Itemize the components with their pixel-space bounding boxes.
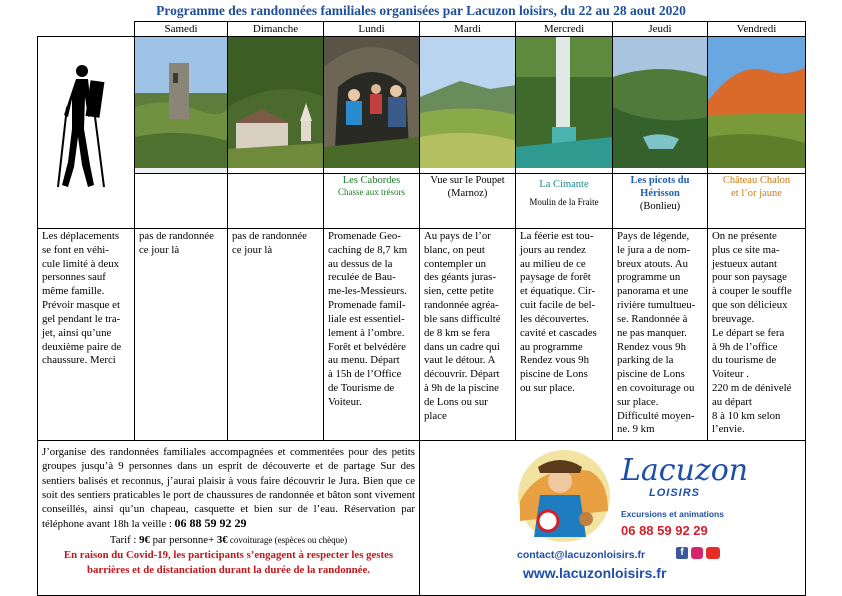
description-line: Prévoir masque et [42,299,120,312]
caption-mercredi-sub: Moulin de la Fraite [529,197,599,208]
description-line: Difficulté moyen- [617,409,695,422]
description-line: vaut le détour. A [424,354,496,367]
tarif-line [42,533,415,547]
description-line: jestueux autant [712,257,778,270]
caption-samedi [135,174,228,229]
description-line: Au pays de l’or [424,230,491,242]
caption-vendredi-sub: et l’or jaune [731,188,782,200]
caption-jeudi [613,174,708,229]
description-line: même famille. [42,285,105,298]
description-line: randonnée agréa- [424,299,499,312]
desc-dimanche [228,229,324,441]
caption-mercredi [516,174,613,229]
photo-row [38,37,806,174]
brand-tagline: Excursions et animations [621,509,724,519]
photo-lundi [324,37,420,174]
description-line: ne. 9 km [617,423,655,436]
caption-mercredi-title: La Cimante [539,179,589,190]
description-line: sien, cette petite [424,285,494,298]
programme-table [37,21,806,596]
caption-jeudi-title: Les picots du Hérisson [630,175,690,200]
description-line: 220 m de dénivelé [712,381,792,394]
description-line: du tourisme de [712,354,777,367]
intro-phone: 06 88 59 92 29 [174,516,247,531]
tarif-mid: par personne+ [149,534,217,547]
caption-lundi [324,174,420,229]
logo-website[interactable]: www.lacuzonloisirs.fr [523,565,667,581]
day-mercredi: Mercredi [516,22,613,37]
caption-dimanche [228,174,324,229]
caption-vendredi [708,174,806,229]
day-lundi: Lundi [324,22,420,37]
day-vendredi: Vendredi [708,22,806,37]
tarif-carpool: 3€ [216,534,228,547]
bottom-row [38,441,806,596]
description-line: piscine de Lons [617,368,685,381]
description-line: reculée de Bau- [328,271,396,284]
description-line: panorama et une [617,285,689,298]
description-line: au menu. Départ [328,354,400,367]
description-line: ne pas manquer. [617,326,687,339]
desc-vendredi [708,229,806,441]
description-line: On ne présente [712,230,777,242]
description-line: cuit facile de bel- [520,299,596,312]
caption-row [38,174,806,229]
description-line: personnes sauf [42,271,106,284]
desc-mercredi [516,229,613,441]
description-line: La féerie est tou- [520,230,594,242]
description-line: blanc, on peut [424,243,485,256]
description-line: rivière tumultueu- [617,299,696,312]
logo-block [420,441,806,596]
description-line: Voiteur. [328,395,362,408]
header-empty [38,22,135,37]
description-line: ble sans difficulté [424,312,501,325]
description-line: des géants juras- [424,271,496,284]
caption-vendredi-title: Château Chalon [722,175,791,186]
description-line: se. Randonnée à [617,312,688,325]
desc-mardi [420,229,516,441]
caption-mardi-sub: (Marnoz) [447,188,488,200]
day-samedi: Samedi [135,22,228,37]
description-line: 8 à 10 km selon [712,409,781,422]
description-line: à couper le souffle [712,285,792,298]
photo-mardi [420,37,516,174]
description-line: au milieu de ce [520,257,586,270]
description-line: dans un cadre qui [424,340,500,353]
description-line: Pays de légende, [617,230,690,242]
description-line: deuxième paire de [42,340,122,353]
logo-email[interactable]: contact@lacuzonloisirs.fr [517,549,646,561]
description-line: place [424,409,447,422]
intro-block [38,441,420,596]
description-line: ou sur place. [520,381,575,394]
description-line: Forêt et belvédère [328,340,406,353]
caption-jeudi-sub: (Bonlieu) [639,201,681,213]
description-line: ce jour là [232,243,273,256]
description-line: de Lons ou sur [424,395,488,408]
description-line: Voiteur . [712,368,749,381]
description-line: jours au rendez [520,243,586,256]
description-line: au dessus de la [328,257,393,270]
description-line: à 15h de l’Office [328,368,402,381]
hiker-icon [38,37,135,223]
description-line: paysage de forêt [520,271,591,284]
logo-phone: 06 88 59 92 29 [621,523,708,538]
description-line: pas de randonnée [139,230,214,242]
header-row [38,22,806,37]
description-line: Les déplacements [42,230,120,242]
description-line: les découvertes. [520,312,589,325]
description-line: Promenade famil- [328,299,406,312]
desc-lundi [324,229,420,441]
desc-info [38,229,135,441]
description-line: pas de randonnée [232,230,307,242]
description-line: que son délicieux [712,299,788,312]
tarif-prefix: Tarif : [109,534,140,547]
caption-mardi-title: Vue sur le Poupet [430,175,505,186]
description-line: le jura a de nom- [617,243,691,256]
hiker-cell [38,37,135,229]
description-line: me-les-Messieurs. [328,285,407,298]
description-line: gel pendant le tra- [42,312,121,325]
description-line: sur place. [617,395,659,408]
desc-samedi [135,229,228,441]
brand-name: Lacuzon [621,453,749,488]
description-line: au départ [712,395,752,408]
description-line: en covoiturage ou [617,381,695,394]
description-line: caching de 8,7 km [328,243,408,256]
covid-notice: En raison du Covid-19, les participants s’engagent à respecter les gestes barrières et de distanciation durant la durée de la randonnée. [63,549,394,576]
description-line: Le départ se fera [712,326,785,339]
caption-mardi [420,174,516,229]
description-line: à 9h de l’office [712,340,778,353]
photo-dimanche [228,37,324,174]
description-line: Promenade Geo- [328,230,401,242]
description-line: breuvage. [712,312,755,325]
description-line: breux atouts. Au [617,257,689,270]
instagram-icon[interactable] [691,547,703,559]
description-line: découvrir. Départ [424,368,500,381]
intro-paragraph: J’organise des randonnées familiales accompagnées et commentées pour des petits groupes jusqu’à 9 personnes dans un esprit de découverte et de partage Sur des sentiers balisés et reconnus, j’aurai plaisir à vous faire découvrir le Jura. Bien que ce soit des sentiers praticables le port de chaussures de randonnée et bâton sont vivement conseillés, ainsi qu’un chapeau, casquette et bien sur de l’eau. Réservation par téléphone avant 18h la veille : [42,446,415,531]
day-jeudi: Jeudi [613,22,708,37]
description-line: Rendez vous 9h [617,340,686,353]
description-line: à 9h de la piscine [424,381,499,394]
description-line: cavité et cascades [520,326,597,339]
photo-vendredi [708,37,806,174]
description-line: l’envie. [712,423,745,436]
description-line: au programme [520,340,583,353]
day-mardi: Mardi [420,22,516,37]
description-line: se font en véhi- [42,243,109,256]
brand-sub: LOISIRS [649,487,701,499]
description-line: lement à l’ombre. [328,326,405,339]
description-line: programme un [617,271,681,284]
youtube-icon[interactable] [706,547,720,559]
description-line: liale est essentiel- [328,312,405,325]
description-line: de Tourisme de [328,381,395,394]
page-title: Programme des randonnées familiales organisées par Lacuzon loisirs, du 22 au 28 aout 2020 [156,3,686,18]
description-line: jet, ainsi qu’une [42,326,112,339]
description-line: contempler un [424,257,487,270]
facebook-icon[interactable]: f [676,547,688,559]
description-line: piscine de Lons [520,368,588,381]
day-dimanche: Dimanche [228,22,324,37]
description-line: plus ce site ma- [712,243,780,256]
description-line: et équatique. Cir- [520,285,596,298]
description-line: parking de la [617,354,674,367]
caption-lundi-sub: Chasse aux trésors [338,187,405,198]
description-line: de 8 km se fera [424,326,490,339]
photo-mercredi [516,37,613,174]
photo-samedi [135,37,228,174]
description-line: Rendez vous 9h [520,354,589,367]
tarif-price: 9€ [139,534,150,547]
social-icons [676,547,720,559]
description-row [38,229,806,441]
description-line: ce jour là [139,243,180,256]
description-line: pour son paysage [712,271,787,284]
caption-lundi-title: Les Cabordes [342,175,401,186]
tarif-note: covoiturage (espèces ou chèque) [227,535,348,546]
desc-jeudi [613,229,708,441]
description-line: cule limité à deux [42,257,120,270]
description-line: chaussure. Merci [42,354,116,367]
photo-jeudi [613,37,708,174]
